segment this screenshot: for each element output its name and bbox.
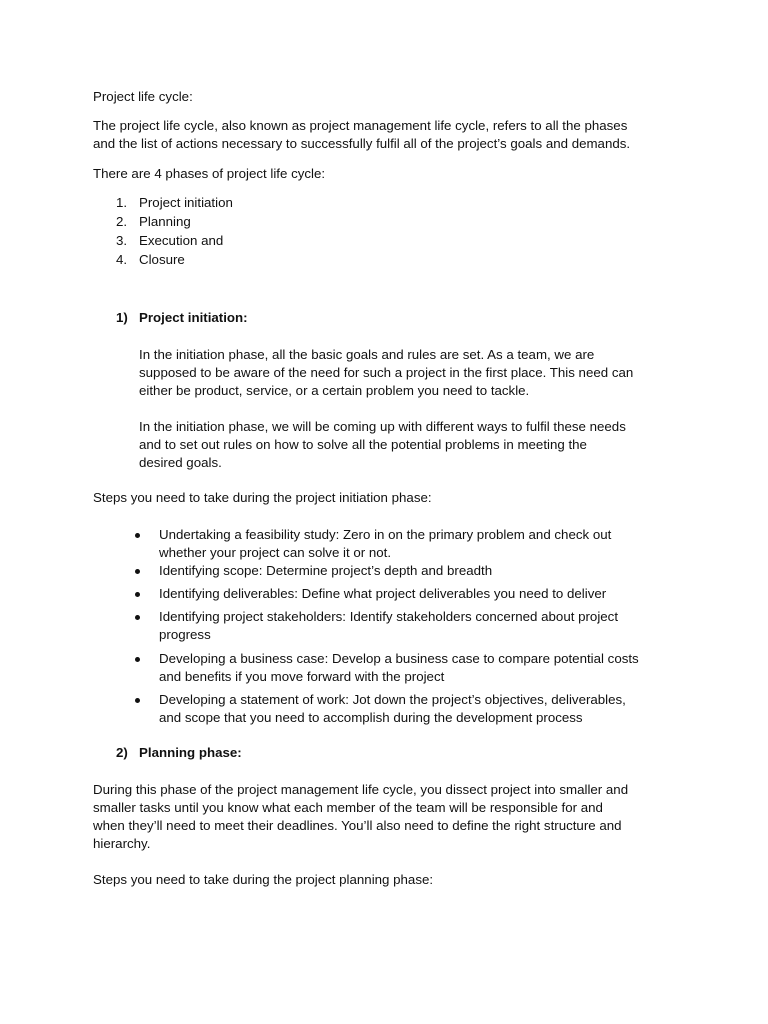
section-heading: Planning phase: [139, 745, 242, 760]
bullet-dot [135, 657, 140, 662]
list-item-line: Identifying scope: Determine project’s depth and breadth [159, 563, 493, 578]
section-paragraph [139, 418, 626, 472]
section-paragraph [93, 781, 628, 853]
paragraph-line: During this phase of the project management life cycle, you dissect project into smaller and [93, 782, 629, 797]
list-item-line: Undertaking a feasibility study: Zero in on the primary problem and check out [159, 527, 612, 542]
phase-number: 3. [116, 233, 128, 248]
paragraph-line: either be product, service, or a certain problem you need to tackle. [139, 383, 530, 398]
list-item-line: Developing a business case: Develop a business case to compare potential costs [159, 651, 639, 666]
paragraph-line: In the initiation phase, we will be coming up with different ways to fulfil these needs [139, 419, 626, 434]
paragraph-line: when they’ll need to meet their deadlines. You’ll also need to define the right structure and [93, 818, 622, 833]
intro-paragraph [93, 117, 630, 153]
intro-line: The project life cycle, also known as project management life cycle, refers to all the phases [93, 118, 628, 133]
bullet-dot [135, 533, 140, 538]
bullet-dot [135, 698, 140, 703]
section-number: 2) [116, 745, 128, 760]
list-item-line: and scope that you need to accomplish during the development process [159, 710, 583, 725]
paragraph-line: and to set out rules on how to solve all the potential problems in meeting the [139, 437, 587, 452]
list-item [159, 691, 626, 727]
list-item-line: progress [159, 627, 211, 642]
phase-label: Closure [139, 252, 185, 267]
doc-title: Project life cycle: [93, 89, 193, 104]
list-item [159, 526, 611, 562]
list-item-line: Identifying deliverables: Define what project deliverables you need to deliver [159, 586, 607, 601]
bullet-dot [135, 592, 140, 597]
paragraph-line: desired goals. [139, 455, 222, 470]
bullet-dot [135, 569, 140, 574]
phase-number: 1. [116, 195, 128, 210]
bullet-dot [135, 615, 140, 620]
list-item [159, 650, 639, 686]
phase-label: Execution and [139, 233, 224, 248]
steps-intro: Steps you need to take during the project planning phase: [93, 872, 434, 887]
phase-number: 4. [116, 252, 128, 267]
phases-intro: There are 4 phases of project life cycle: [93, 166, 326, 181]
section-heading: Project initiation: [139, 310, 248, 325]
paragraph-line: smaller tasks until you know what each member of the team will be responsible for and [93, 800, 603, 815]
list-item [159, 585, 606, 603]
paragraph-line: hierarchy. [93, 836, 151, 851]
list-item [159, 608, 618, 644]
phase-label: Planning [139, 214, 191, 229]
phase-number: 2. [116, 214, 128, 229]
steps-intro: Steps you need to take during the project initiation phase: [93, 490, 432, 505]
section-paragraph [139, 346, 633, 400]
list-item-line: whether your project can solve it or not. [159, 545, 392, 560]
list-item-line: and benefits if you move forward with the project [159, 669, 445, 684]
paragraph-line: supposed to be aware of the need for such a project in the first place. This need can [139, 365, 634, 380]
intro-line: and the list of actions necessary to successfully fulfil all of the project’s goals and demands. [93, 136, 631, 151]
list-item-line: Identifying project stakeholders: Identify stakeholders concerned about project [159, 609, 619, 624]
list-item-line: Developing a statement of work: Jot down the project’s objectives, deliverables, [159, 692, 626, 707]
phase-label: Project initiation [139, 195, 233, 210]
list-item [159, 562, 492, 580]
paragraph-line: In the initiation phase, all the basic goals and rules are set. As a team, we are [139, 347, 595, 362]
section-number: 1) [116, 310, 128, 325]
